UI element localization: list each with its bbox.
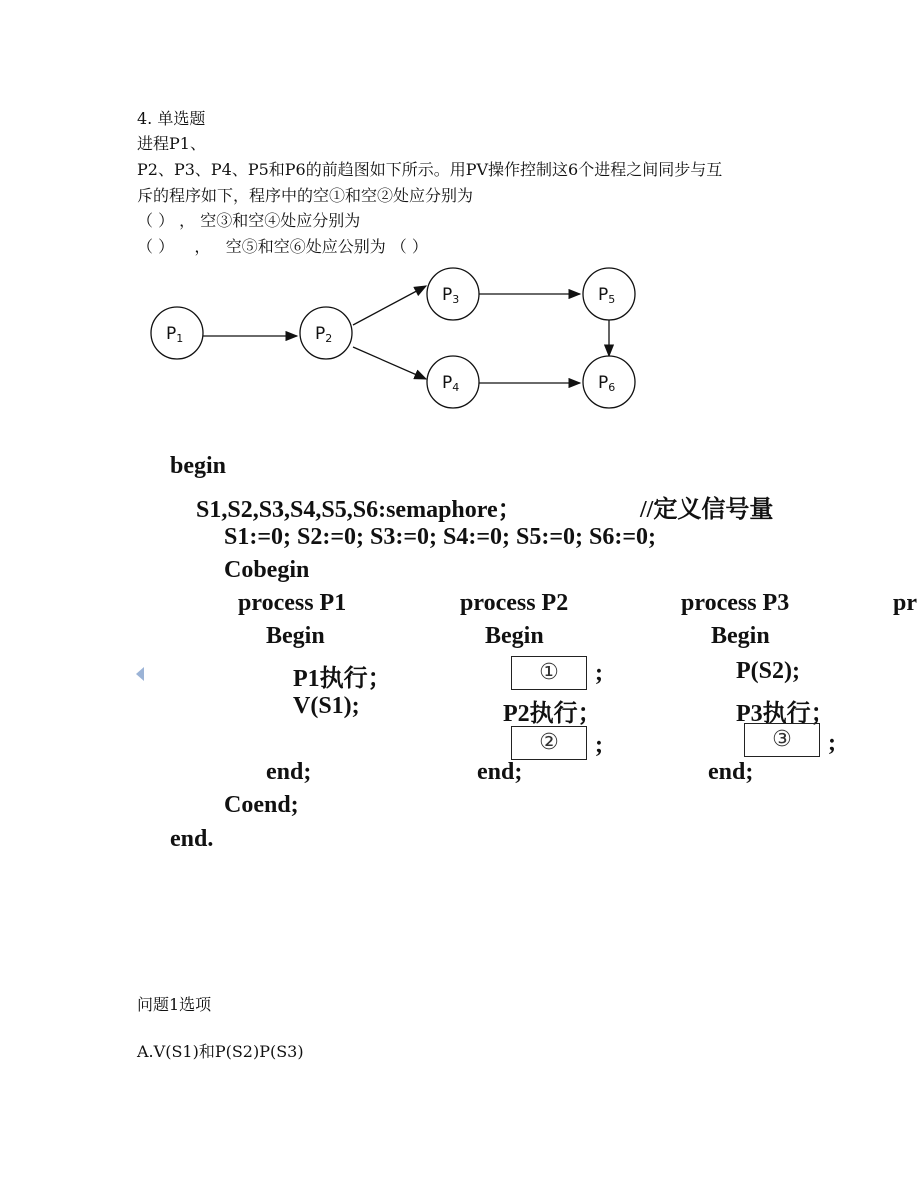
options-header: 问题1选项 [137,995,212,1014]
p2-exec: P2执行； [503,701,602,727]
node-p1 [151,307,203,359]
process-p1-title: process P1 [238,590,347,616]
code-comment: //定义信号量 [640,497,774,523]
semicolon-blank-3: ; [828,730,836,756]
begin-p3: Begin [711,623,770,649]
code-decl: S1,S2,S3,S4,S5,S6:semaphore； [196,497,522,523]
node-p6 [583,356,635,408]
node-p2 [300,307,352,359]
code-coend: Coend; [224,792,299,818]
p3-p-op: P(S2); [736,658,800,684]
svg-text:P6: P6 [598,373,616,394]
svg-text:P4: P4 [442,373,460,394]
question-line-5: （ ） ， 空⑤和空⑥处应公别为 （ ） [137,237,428,256]
question-line-1: 进程P1、 [137,134,206,153]
end-p1: end; [266,759,312,785]
blank-3: ③ [744,723,820,757]
svg-text:P2: P2 [315,324,333,345]
code-init: S1:=0; S2:=0; S3:=0; S4:=0; S5:=0; S6:=0; [224,524,657,550]
question-line-3: 斥的程序如下，程序中的空①和空②处应分别为 [137,186,474,205]
p3-exec: P3执行； [736,701,835,727]
node-p3 [427,268,479,320]
begin-p1: Begin [266,623,325,649]
p1-exec: P1执行； [293,666,392,692]
precedence-graph [140,260,650,420]
node-p4 [427,356,479,408]
svg-text:P1: P1 [166,324,184,345]
begin-p2: Begin [485,623,544,649]
process-p2-title: process P2 [460,590,569,616]
triangle-marker-icon [136,667,144,681]
blank-2: ② [511,726,587,760]
question-line-4: （ ） ， 空③和空④处应分别为 [137,211,361,230]
p1-v-op: V(S1); [293,693,360,719]
blank-1: ① [511,656,587,690]
question-line-2: P2、P3、P4、P5和P6的前趋图如下所示。用PV操作控制这6个进程之间同步与互 [137,160,723,179]
edge-p2-p4 [353,347,426,379]
question-type: 4. 单选题 [137,109,206,128]
code-begin: begin [170,453,227,479]
edge-p2-p3 [353,286,426,325]
node-p5 [583,268,635,320]
semicolon-blank-1: ; [595,660,603,686]
process-p3-title: process P3 [681,590,790,616]
svg-text:P5: P5 [598,285,616,306]
process-p4-title-partial: pr [893,590,917,616]
svg-text:P3: P3 [442,285,460,306]
semicolon-blank-2: ; [595,732,603,758]
code-cobegin: Cobegin [224,557,310,583]
end-p2: end; [477,759,523,785]
option-a: A.V(S1)和P(S2)P(S3) [137,1042,304,1061]
code-end: end. [170,826,214,852]
end-p3: end; [708,759,754,785]
